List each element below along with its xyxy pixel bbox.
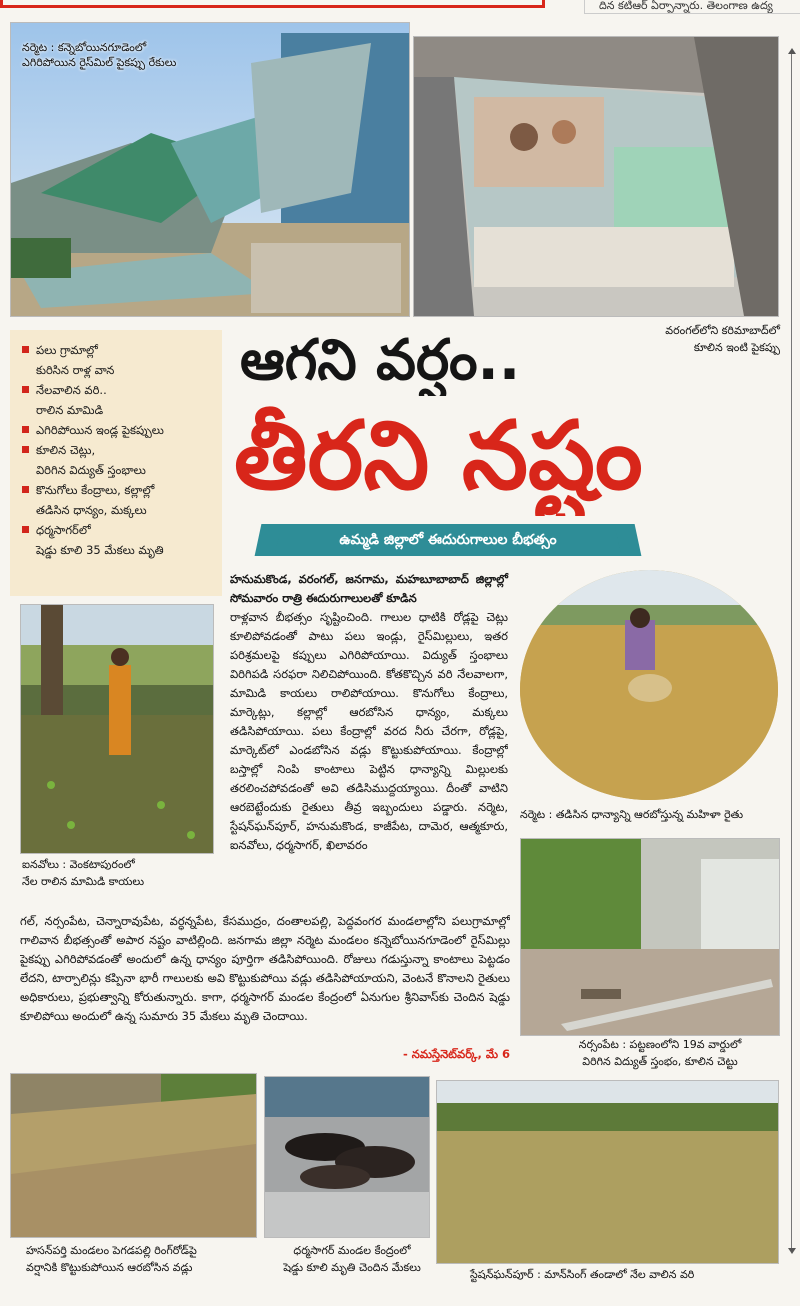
subheadline-text: ఉమ్మడి జిల్లాలో ఈదురుగాలుల బీభత్సం — [339, 532, 557, 548]
photo-fallen-mangoes — [20, 604, 214, 854]
article-body-column: రాళ్లవాన బీభత్సం సృష్టించింది. గాలుల ధాటికి రోడ్లపై చెట్లు కూలిపోవడంతో పాటు పలు ఇండ్లు, రైస్‌మిల్లులు, ఇతర పరిశ్రమలపై కప్పులు ఎగిరిపోయాయి. విద్యుత్ స్తంభాలు విరిగిపడి సరఫరా నిలిచిపోయింది. కోతకొచ్చిన వరి నేలవాలగా, మామిడి కాయలు రాలిపోయాయి. కొనుగోలు కేంద్రాలు, మార్కెట్లు, కల్లాల్లో ఆరబోసిన ధాన్యం, మక్కలు తడిసిపోయాయి. పలు కేంద్రాల్లో వరద నీరు చేరగా, రోడ్లపై, మార్కెట్‌లో ఎండబోసిన వడ్లు కొట్టుకుపోయాయి. కేంద్రాల్లో బస్తాల్లో నింపి కాంటాలు పెట్టిన ధాన్యాన్ని మిల్లులకు తరలించపోవడంతో అవి తడిసిముద్దయ్యాయి. దీంతో వాటిని ఆరబెట్టేందుకు రైతులు తీవ్ర ఇబ్బందులు పడ్డారు. నర్మెట, స్టేషన్‌ఘన్‌పూర్, హనుమకొండ, కాజీపేట, దామెర, ఆత్మకూరు, ఐనవోలు, ధర్మసాగర్, ఖిలావరం — [230, 610, 508, 852]
highlight-item: ఎగిరిపోయిన ఇండ్ల పైకప్పులు — [20, 420, 216, 440]
scrollbar-track[interactable] — [788, 50, 796, 1250]
highlight-item: పలు గ్రామాల్లో కురిసిన రాళ్ల వాన — [20, 340, 216, 380]
highlight-item: కూలిన చెట్లు, విరిగిన విద్యుత్ స్తంభాలు — [20, 440, 216, 480]
caption-photo1: నర్మెట : కన్నెబోయినగూడెంలో ఎగిరిపోయిన రైస్‌మిల్ పైకప్పు రేకులు — [22, 41, 177, 69]
photo-woman-drying-grain — [520, 570, 778, 800]
caption-photo7: ధర్మసాగర్ మండల కేంద్రంలో షెడ్డు కూలి మృతి చెందిన మేకలు — [283, 1244, 421, 1274]
highlight-item: ధర్మసాగర్‌లో షెడ్డు కూలి 35 మేకలు మృతి — [20, 520, 216, 560]
caption-photo8: స్టేషన్‌ఘన్‌పూర్ : మాన్‌సింగ్ తండాలో నేల వాలిన వరి — [470, 1268, 695, 1281]
photo-house-roof — [413, 36, 779, 317]
photo-dead-goats — [264, 1076, 430, 1238]
subheadline-bar — [268, 524, 628, 556]
highlight-item: నేలవాలిన వరి.. రాలిన మామిడి — [20, 380, 216, 420]
highlights-panel — [10, 330, 222, 596]
headline-line1: ఆగని వర్షం.. — [240, 328, 521, 393]
photo-washed-paddy — [10, 1073, 257, 1238]
article-lead: హనుమకొండ, వరంగల్, జనగామ, మహబూబాబాద్ జిల్లాల్లో సోమవారం రాత్రి ఈదురుగాలులతో కూడిన — [230, 572, 508, 605]
article-byline: - నమస్తేనెట్‌వర్క్, మే 6 — [403, 1047, 510, 1061]
top-strip-text: దిన కటిఆర్ ఏర్పాన్నారు. తెలంగాణ ఉద్య — [584, 0, 800, 14]
caption-photo2: వరంగల్‌లోని కరిమాబాద్‌లో కూలిన ఇంటి పైకప్పు — [665, 324, 780, 354]
highlight-item: కొనుగోలు కేంద్రాలు, కల్లాల్లో తడిసిన ధాన్యం, మక్కలు — [20, 480, 216, 520]
caption-photo5: నర్సంపేట : పట్టణంలోని 19వ వార్డులో విరిగిన విద్యుత్ స్తంభం, కూలిన చెట్టు — [578, 1038, 742, 1068]
headline-line2: తీరని నష్టం — [234, 402, 643, 511]
photo-broken-pole — [520, 838, 780, 1036]
caption-photo6: హసన్‌పర్తి మండలం పెగడపల్లి రింగ్‌రోడ్‌పై వర్షానికి కొట్టుకుపోయిన ఆరబోసిన వడ్లు — [26, 1244, 197, 1274]
article-body-wide: గల్, నర్సంపేట, చెన్నారావుపేట, వర్ధన్నపేట, కేసముద్రం, దంతాలపల్లి, పెద్దవంగర మండలాల్లోని పలుగ్రామాల్లో గాలివాన బీభత్సంతో అపార నష్టం వాటిల్లింది. జనగామ జిల్లా నర్మెట మండలం కన్నెబోయినగూడెంలో రైస్‌మిల్లు పైకప్పు ఎగిరిపోవడంతో అందులో ఉన్న ధాన్యం పూర్తిగా తడిసిపోయింది. రోజులు గడుస్తున్నా కాంటాలు పెట్టడం లేదని, టార్పాలిన్లు కప్పినా భారీ గాలులకు అవి కొట్టుకుపోయి వడ్లు తడిసిపోయాయని, వెంటనే కొనాలని రైతులు అధికారులు, ప్రభుత్వాన్ని కోరుతున్నారు. కాగా, ధర్మసాగర్ మండల కేంద్రంలో ఏనుగుల శ్రీనివాస్‌కు చెందిన షెడ్డు కూలిపోయి అందులో ఉన్న సుమారు 35 మేకలు మృతి చెందాయి. — [20, 914, 510, 1023]
top-red-frame — [0, 0, 545, 8]
photo-fallen-paddy — [436, 1080, 779, 1264]
caption-photo3: ఐనవోలు : వెంకటాపురంలో నేల రాలిన మామిడి కాయలు — [22, 858, 144, 888]
caption-photo4: నర్మెట : తడిసిన ధాన్యాన్ని ఆరబోస్తున్న మహిళా రైతు — [520, 808, 744, 821]
